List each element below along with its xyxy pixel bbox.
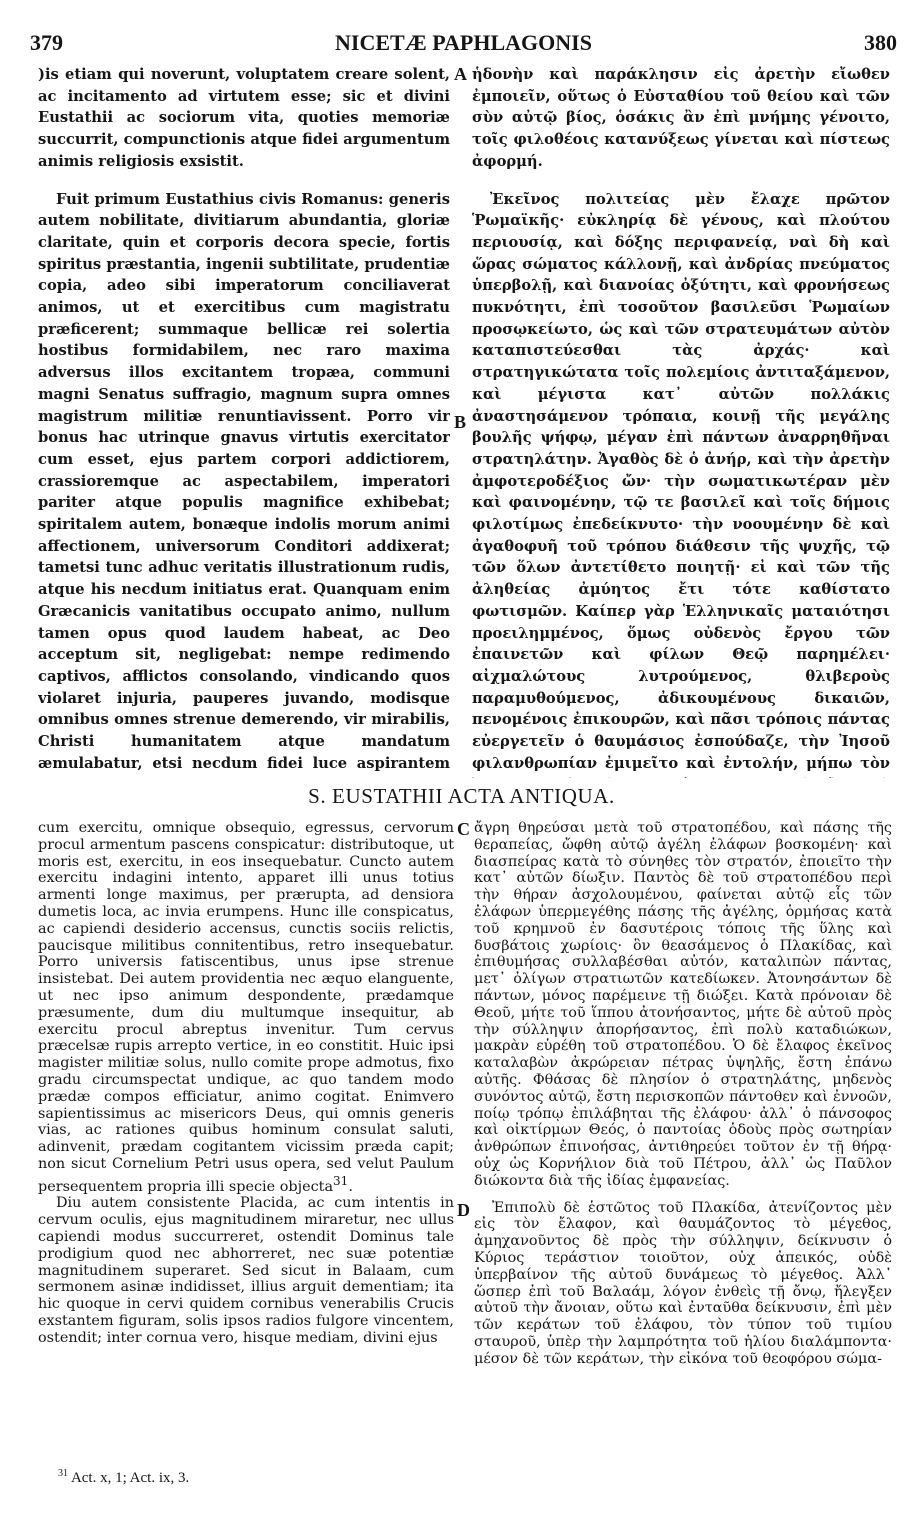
greek-column-top bbox=[472, 64, 890, 778]
greek-paragraph: ἄγρη θηρεύσαι μετὰ τοῦ στρατοπέδου, καὶ πάσης τῆς θεραπείας, ὤφθη αὐτῷ ἀγέλη ἐλάφων βοσκομένη· καὶ διασπείρας κατὰ τὸ σύνηθες τὸν στρατόν, ἐποιεῖτο τὴν κατ᾽ αὐτῶν δίωξιν. Παντὸς δὲ τοῦ στρατοπέδου περὶ τὴν θήραν ἀσχολουμένου, φαίνεται αὐτῷ εἷς τῶν ἐλάφων ὑπερμεγέθης πάσης τῆς ἀγέλης, ὁρμήσας κατὰ τοῦ κρημνοῦ ἐν δασυτέροις τόποις τῆς ὕλης καὶ δυσβάτοις χωρίοις· ὃν θεασάμενος ὁ Πλακίδας, καὶ ἐπιθυμήσας συλλαβέσθαι αὐτόν, καταλιπὼν πάντας, μετ᾽ ὀλίγων στρατιωτῶν κατεδίωκεν. Ἀτονησάντων δὲ πάντων, μόνος παρέμεινε τῇ διώξει. Κατὰ πρόνοιαν δὲ Θεοῦ, μήτε τοῦ ἵππου ἀτονήσαντος, μήτε δὲ αὐτοῦ πρὸς τὴν σύλληψιν ἀπορήσαντος, ἐπὶ πολὺ καταδιώκων, μακρὰν εὑρέθη τοῦ στρατοπέδου. Ὁ δὲ ἔλαφος ἐκεῖνος καταλαβὼν ἀκρώρειαν πέτρας ὑψηλῆς, ἔστη ἐπάνω αὐτῆς. Φθάσας δὲ πλησίον ὁ στρατηλάτης, μηδενὸς συνόντος αὐτῷ, ἔστη περισκοπῶν πάντοθεν καὶ ἐννοῶν, ποίῳ τρόπῳ ἐπιλάβηται τῆς ἐλάφου· ἀλλ᾽ ὁ πάνσοφος καὶ οἰκτίρμων Θεός, ὁ παντοίας ὁδοὺς πρὸς σωτηρίαν ἀνθρώπων ἐπινοήσας, ἀντιθηρεύει τοῦτον ἐν τῇ θήρᾳ· οὐχ ὡς Κορνήλιον διὰ τοῦ Πέτρου, ἀλλ᾽ ὡς Παῦλον διώκοντα διὰ τῆς ἰδίας ἐμφανείας. bbox=[474, 820, 892, 1189]
section-marker-c: C bbox=[457, 819, 470, 839]
section-marker-a: A bbox=[454, 64, 467, 84]
latin-paragraph: )is etiam qui noverunt, voluptatem creare solent, ac incitamento ad virtutem esse; sic et divini Eustathii ac sociorum vita, quoties memoriæ succurrit, compunctionis atque fidei argumentum animis religiosis exsistit. bbox=[38, 66, 450, 170]
footnote-text: Act. x, 1; Act. ix, 3. bbox=[70, 1470, 190, 1486]
section-title: S. EUSTATHII ACTA ANTIQUA. bbox=[308, 784, 615, 808]
footnote-reference: 31 bbox=[333, 1173, 349, 1188]
latin-paragraph: Diu autem consistente Placida, ac cum intentis in cervum oculis, ejus magnitudinem miraretur, nec ullus capiendi modus succurreret, ostendit Dominus tale prodigium quod nec abhorreret, nec suæ potentiæ magnitudinem superaret. Sed sicut in Balaam, cum sermonem asinæ indidisset, illius arguit dementiam; ita hic quoque in cervi quidem cornibus venerabilis Crucis exstantem figuram, solis ipsos radios fulgore vincentem, ostendit; inter cornua vero, hisque mediam, divini ejus bbox=[38, 1195, 454, 1346]
latin-paragraph: cum exercitu, omnique obsequio, egressus, cervorum procul armentum pascens conspicatur: distributoque, ut moris est, exercitu, in eos insequebatur. Cuncto autem exercitu indagini intento, apparet illi unus totius armenti longe maximus, per prærupta, ad densiora dumetis loca, ac invia erumpens. Hunc ille conspicatus, ac capiendi desiderio accensus, cunctis sociis relictis, paucisque militibus connitentibus, retro insequebatur. Porro universis fatiscentibus, unus ipse strenue insistebat. Dei autem providentia nec æquo elanguente, ut nec ipso animum despondente, prædamque præsumente, dum diu multumque insequitur, ab exercitu procul abreptus invenitur. Tum cervus præcelsæ rupis arrepto vertice, in eo constitit. Huic ipsi magister militiæ solus, nullo comite prope admotus, fixo gradu circumspectat undique, ac quo tandem modo prædæ compos efficiatur, animo cogitat. Enimvero sapientissimus ac misericors Deus, qui omnis generis vias, ac rationes quibus hominum consulat saluti, adinvenit, prædam cogitantem vicissim præda capit; non sicut Cornelium Petri usus opera, sed velut Paulum persequentem propria illi specie objecta$^{31}$. bbox=[38, 820, 454, 1195]
running-header bbox=[30, 30, 897, 62]
latin-paragraph: Fuit primum Eustathius civis Romanus: generis autem nobilitate, divitiarum abundantia, gloriæ claritate, quin et corporis decora specie, fortis spiritus præstantia, ingenii subtilitate, prudentiæ copia, adeo sibi imperatorum conciliaverat animos, ut et exercitibus cum magistratu præficerent; summaque bellicæ rei solertia hostibus formidabilem, nec raro maxima adversus illos excitantem tropæa, communi magni Senatus suffragio, magnum supra omnes magistrum militiæ renuntiavissent. Porro vir bonus hac utrinque gnavus virtutis exercitator cum esset, ejus partem corpori addictiorem, crassioremque ac aspectabilem, imperatori pariter atque populis magnifice exhibebat; spiritalem autem, bonæque indolis morum animi affectionem, universorum Conditori addixerat; tametsi tunc adhuc veritatis illustrationum rudis, atque his necdum initiatus erat. Quanquam enim Græcanicis vanitatibus occupato animo, nullum tamen opus quod laudem habeat, ac Deo acceptum sit, negligebat: nempe redimendo captivos, afflictos consolando, vindicando quos violaret injuria, pauperes juvando, modisque omnibus omnes strenue demerendo, vir mirabilis, Christi humanitatem atque mandatum æmulabatur, etsi necdum fidei luce aspirantem bbox=[38, 190, 450, 772]
footnote bbox=[58, 1468, 189, 1487]
page-number-right: 380 bbox=[864, 30, 897, 55]
latin-column-bottom bbox=[38, 820, 454, 1460]
section-marker-d: D bbox=[457, 1200, 470, 1220]
page-number-left: 379 bbox=[30, 30, 63, 55]
greek-paragraph: Ἐπιπολὺ δὲ ἑστῶτος τοῦ Πλακίδα, ἀτενίζοντος μὲν εἰς τὸν ἔλαφον, καὶ θαυμάζοντος τὸ μέγεθος, ἀμηχανοῦντος δὲ πρὸς τὴν σύλληψιν, δείκνυσιν ὁ Κύριος τεράστιον τοιοῦτον, οὐχ ἀπεικός, οὐδὲ ὑπερβαίνον τῆς αὐτοῦ δυνάμεως τὸ μέγεθος. Ἀλλ᾽ ὥσπερ ἐπὶ τοῦ Βαλαάμ, λόγον ἐνθεὶς τῇ ὄνῳ, ἤλεγξεν αὐτοῦ τὴν ἄνοιαν, οὕτω καὶ ἐνταῦθα δείκνυσιν, ἐπὶ μὲν τῶν κεράτων τοῦ ἐλάφου, τὸν τύπον τοῦ τιμίου σταυροῦ, ὑπὲρ τὴν λαμπρότητα τοῦ ἡλίου διαλάμποντα· μέσον δὲ τῶν κεράτων, τὴν εἰκόνα τοῦ θεοφόρου σώμα- bbox=[474, 1199, 892, 1367]
latin-column-top bbox=[38, 64, 450, 778]
greek-column-bottom bbox=[474, 820, 892, 1460]
greek-paragraph: ἡδονὴν καὶ παράκλησιν εἰς ἀρετὴν εἴωθεν ἐμποιεῖν, οὕτως ὁ Εὐσταθίου τοῦ θείου καὶ τῶν σὺν αὐτῷ βίος, ὁσάκις ἂν ἐπὶ μνήμης γένοιτο, τοῖς φιλοθέοις κατανύξεως γίνεται καὶ πίστεως ἀφορμή. bbox=[472, 66, 890, 170]
running-title: NICETÆ PAPHLAGONIS bbox=[335, 30, 592, 55]
footnote-number: 31 bbox=[58, 1468, 68, 1479]
latin-paragraph-text: cum exercitu, omnique obsequio, egressus, cervorum procul armentum pascens conspicatur: distributoque, ut moris est, exercitu, in eos insequebatur. Cuncto autem exercitu indagini intento, apparet illi unus totius armenti longe maximus, per prærupta, ad densiora dumetis loca, ac invia erumpens. Hunc ille conspicatus, ac capiendi desiderio accensus, cunctis sociis relictis, paucisque militibus connitentibus, retro insequebatur. Porro universis fatiscentibus, unus ipse strenue insistebat. Dei autem providentia nec æquo elanguente, ut nec ipso animum despondente, prædamque præsumente, dum diu multumque insequitur, ab exercitu procul abreptus invenitur. Tum cervus præcelsæ rupis arrepto vertice, in eo constitit. Huic ipsi magister militiæ solus, nullo comite prope admotus, fixo gradu circumspectat undique, ac quo tandem modo prædæ compos efficiatur, animo cogitat. Enimvero sapientissimus ac misericors Deus, qui omnis generis vias, ac rationes quibus hominum consulat saluti, adinvenit, prædam cogitantem vicissim præda capit; non sicut Cornelium Petri usus opera, sed velut Paulum persequentem propria illi specie objecta bbox=[38, 820, 454, 1195]
section-marker-b: B bbox=[454, 412, 467, 432]
greek-paragraph: Ἐκεῖνος πολιτείας μὲν ἔλαχε πρῶτον Ῥωμαϊκῆς· εὐκληρίᾳ δὲ γένους, καὶ πλούτου περιουσίᾳ, καὶ δόξης περιφανείᾳ, ναὶ δὴ καὶ ὥρας σώματος κάλλονῇ, καὶ ἀνδρίας πνεύματος ὑπερβολῇ, καὶ διανοίας ὀξύτητι, καὶ φρονήσεως πυκνότητι, ἐπὶ τοσοῦτον βασιλεῦσι Ῥωμαίων προσῳκείωτο, ὡς καὶ τῶν στρατευμάτων αὐτὸν καταπιστεύεσθαι τὰς ἀρχάς· καὶ στρατηγικώτατα τοῖς πολεμίοις ἀντιταξάμενον, καὶ μέγιστα κατ᾽ αὐτῶν πολλάκις ἀναστησάμενον τρόπαια, κοινῇ τῆς μεγάλης βουλῆς ψήφῳ, μέγαν ἐπὶ πάντων ἀναρρηθῆναι στρατηλάτην. Ἀγαθὸς δὲ ὁ ἀνήρ, καὶ τὴν ἀρετὴν ἀμφοτεροδέξιος ὤν· τὴν σωματικωτέραν μὲν καὶ φαινομένην, τῷ τε βασιλεῖ καὶ τοῖς δήμοις φιλοτίμως ἐπεδείκνυτο· τὴν νοουμένην δὲ καὶ ἀγαθοφυῆ τοῦ τρόπου διάθεσιν τῆς ψυχῆς, τῷ τῶν ὅλων ἀντετίθετο ποιητῇ· εἰ καὶ τῶν τῆς ἀληθείας ἀμύητος ἔτι τότε καθίστατο φωτισμῶν. Καίπερ γὰρ Ἑλληνικαῖς ματαιότησι προειλημμένος, ὅμως οὐδενὸς ἔργου τῶν ἐπαινετῶν καὶ φίλων Θεῷ παρημέλει· αἰχμαλώτους λυτρούμενος, θλιβεροὺς παραμυθούμενος, ἀδικουμένους δικαιῶν, πενομένοις ἐπικουρῶν, καὶ πᾶσι τρόποις πάντας εὐεργετεῖν ὁ θαυμάσιος ἐσπούδαζε, τὴν Ἰησοῦ φιλανθρωπίαν ἐμιμεῖτο καὶ ἐντολήν, μήπω τὸν bbox=[472, 190, 890, 772]
